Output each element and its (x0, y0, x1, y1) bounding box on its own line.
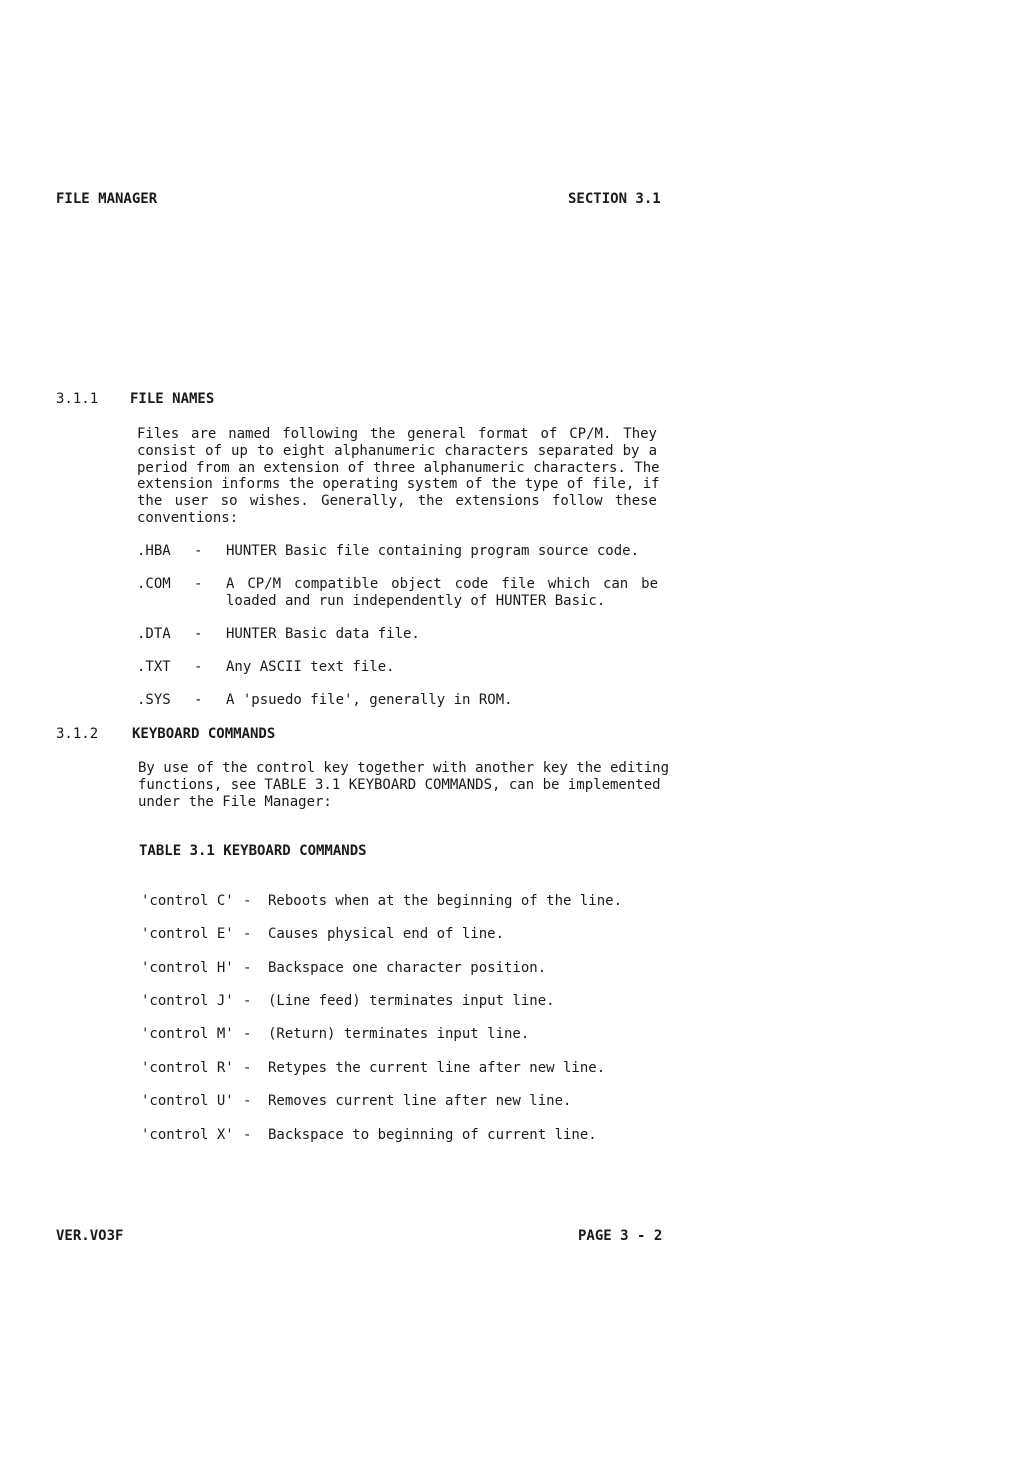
section-title: KEYBOARD COMMANDS (132, 726, 276, 742)
command-dash: - (243, 960, 252, 976)
extension-description (226, 659, 658, 676)
extension-description (226, 692, 658, 709)
command-dash: - (243, 1127, 252, 1143)
command-key: 'control U' (141, 1093, 234, 1109)
command-key: 'control R' (141, 1060, 234, 1076)
paragraph-line: By use of the control key together with another key the editing (138, 760, 670, 776)
extension-dash: - (194, 692, 203, 708)
extension-description (226, 543, 658, 560)
paragraph-line: functions, see TABLE 3.1 KEYBOARD COMMANDS, can be implemented (138, 776, 661, 793)
extension-description-line: A 'psuedo file', generally in ROM. (226, 692, 513, 708)
extension-code: .DTA (137, 626, 171, 642)
extension-description-line: Any ASCII text file. (226, 659, 395, 675)
extension-description-line: HUNTER Basic file containing program source code. (226, 543, 640, 559)
extension-description-line: loaded and run independently of HUNTER Basic. (226, 592, 606, 609)
command-key: 'control J' (141, 993, 234, 1009)
command-description: Backspace one character position. (268, 960, 547, 976)
footer-version: VER.VO3F (56, 1228, 124, 1244)
command-key: 'control X' (141, 1127, 234, 1143)
paragraph-line: extension informs the operating system of the type of file, if (137, 476, 660, 493)
command-dash: - (243, 1093, 252, 1109)
paragraph-line: under the File Manager: (138, 793, 332, 810)
extension-description-line: HUNTER Basic data file. (226, 626, 420, 642)
command-key: 'control M' (141, 1026, 234, 1042)
footer-page-number: PAGE 3 - 2 (578, 1228, 663, 1244)
extension-code: .SYS (137, 692, 171, 708)
command-description: Removes current line after new line. (268, 1093, 572, 1109)
paragraph-line: period from an extension of three alphanumeric characters. The (137, 459, 660, 476)
paragraph-line: conventions: (137, 509, 239, 526)
command-key: 'control C' (141, 893, 234, 909)
extension-dash: - (194, 659, 203, 675)
command-key: 'control H' (141, 960, 234, 976)
paragraph-line: Files are named following the general format of CP/M. They (137, 426, 657, 442)
header-left: FILE MANAGER (56, 191, 158, 207)
command-description: Reboots when at the beginning of the line. (268, 893, 623, 909)
table-title: TABLE 3.1 KEYBOARD COMMANDS (139, 843, 367, 859)
command-description: (Line feed) terminates input line. (268, 993, 555, 1009)
section-number: 3.1.1 (56, 391, 99, 407)
paragraph-line: the user so wishes. Generally, the extensions follow these (137, 493, 657, 510)
command-dash: - (243, 993, 252, 1009)
command-dash: - (243, 1060, 252, 1076)
extension-description-line: A CP/M compatible object code file which can be (226, 576, 658, 592)
extension-code: .TXT (137, 659, 171, 675)
command-description: Backspace to beginning of current line. (268, 1127, 597, 1143)
command-description: (Return) terminates input line. (268, 1026, 530, 1042)
section-title: FILE NAMES (130, 391, 215, 407)
extension-dash: - (194, 576, 203, 592)
command-dash: - (243, 893, 252, 909)
header-right: SECTION 3.1 (568, 191, 661, 207)
extension-code: .HBA (137, 543, 171, 559)
extension-description (226, 626, 658, 643)
command-dash: - (243, 926, 252, 942)
paragraph (138, 760, 670, 810)
command-dash: - (243, 1026, 252, 1042)
command-key: 'control E' (141, 926, 234, 942)
extension-dash: - (194, 626, 203, 642)
paragraph (137, 426, 660, 527)
command-description: Causes physical end of line. (268, 926, 505, 942)
extension-code: .COM (137, 576, 171, 592)
command-description: Retypes the current line after new line. (268, 1060, 606, 1076)
extension-description (226, 576, 658, 610)
section-number: 3.1.2 (56, 726, 99, 742)
extension-dash: - (194, 543, 203, 559)
paragraph-line: consist of up to eight alphanumeric characters separated by a (137, 442, 657, 459)
